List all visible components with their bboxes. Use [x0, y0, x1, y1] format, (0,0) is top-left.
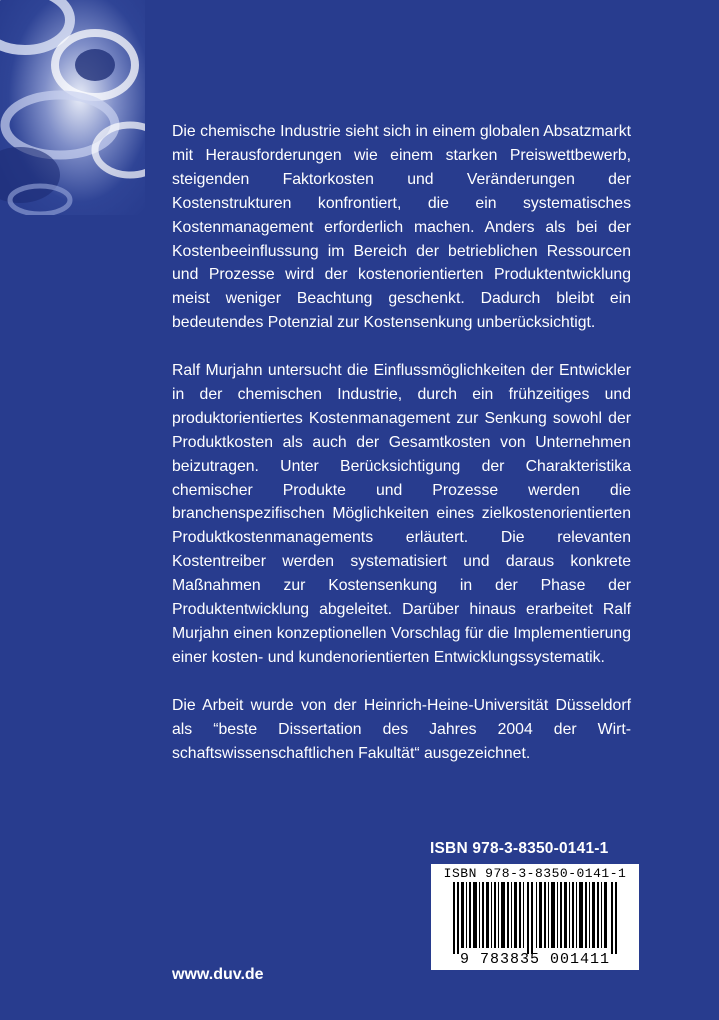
blurb-paragraph-3: Die Arbeit wurde von der Heinrich-Heine-Universität Düsseldorf als “beste Dissertation des Jahres 2004 der Wirtschaftswissenschaftlichen Fakultät“ ausgezeichnet. [172, 696, 631, 762]
blurb-paragraph-1: Die chemische Industrie sieht sich in einem globalen Absatzmarkt mit Herausforderungen wie einem starken Preiswettbewerb, steigenden Faktorkosten und Veränderungen der Kostenstrukturen konfrontiert, die ein systematisches Kostenmanagement erforderlich machen. Anders als bei der Kostenbeeinflussung im Bereich der betrieblichen Ressourcen und Prozesse wird der kostenorientierten Produktentwicklung meist weniger Beachtung geschenkt. Dadurch bleibt ein bedeutendes Potenzial zur Kostensenkung unberücksichtigt. [172, 123, 631, 332]
cover-photo [0, 0, 145, 215]
barcode-isbn-text: ISBN 978-3-8350-0141-1 [443, 866, 627, 881]
spiral-pipe-photo-icon [0, 0, 145, 215]
back-cover-blurb [172, 120, 631, 789]
barcode-bars-icon [453, 882, 621, 954]
barcode [431, 864, 639, 970]
publisher-url: www.duv.de [172, 966, 264, 983]
isbn-label: ISBN 978-3-8350-0141-1 [430, 840, 609, 857]
barcode-digits: 9 783835 001411 [459, 951, 611, 968]
blurb-paragraph-2: Ralf Murjahn untersucht die Einflussmöglichkeiten der Entwickler in der chemischen Industrie, durch ein frühzeitiges und produktorientiertes Kostenmanagement zur Senkung sowohl der Produktkosten als auch der Gesamtkosten von Unternehmen beizutragen. Unter Berücksichtigung der Charakteristika chemischer Produkte und Prozesse werden die branchenspezifischen Möglichkeiten eines zielkostenorientierten Produktkostenmanagements erläutert. Die relevanten Kostentreiber werden systematisiert und daraus konkrete Maßnahmen zur Kostensenkung in der Phase der Produktentwicklung abgeleitet. Darüber hinaus erarbeitet Ralf Murjahn einen konzeptionellen Vorschlag für die Implementierung einer kosten- und kundenorientierten Entwicklungssystematik. [172, 362, 631, 666]
